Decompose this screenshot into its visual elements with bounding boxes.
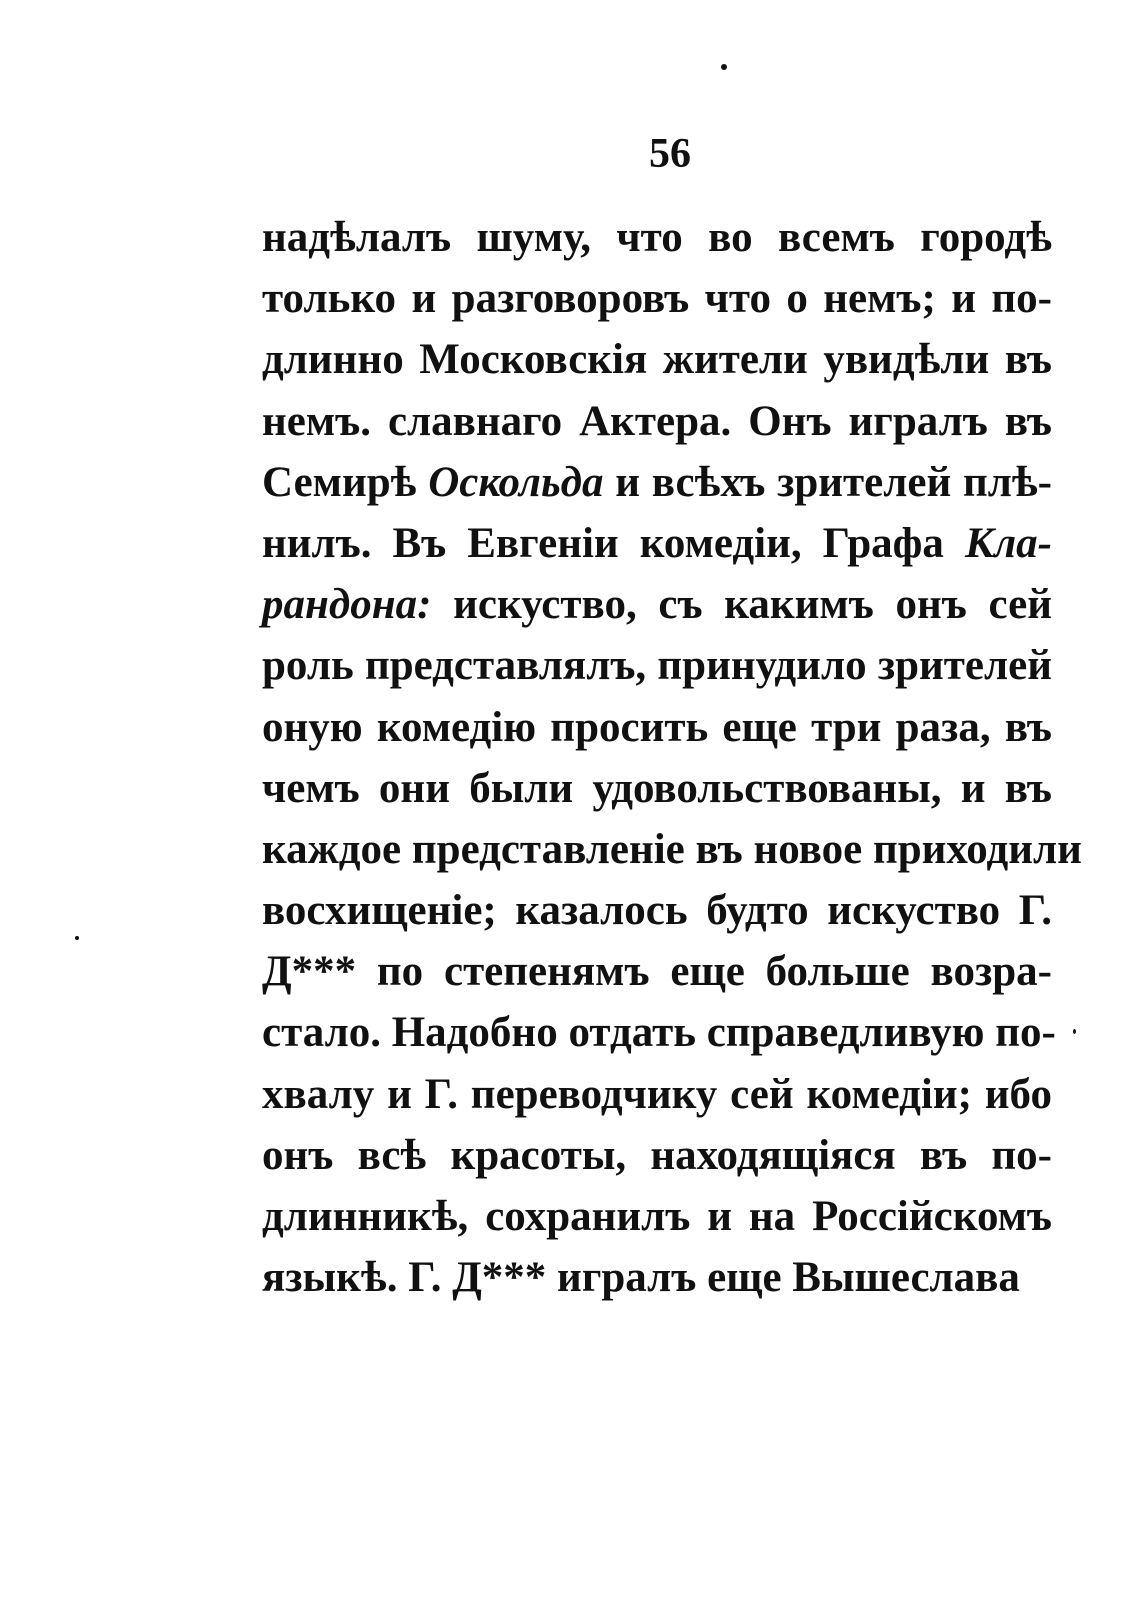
text-line	[262, 329, 1052, 390]
text-run: искуство, съ какимъ онъ сей	[431, 581, 1052, 629]
text-line	[262, 207, 1052, 268]
italic-text: Кла-	[964, 519, 1052, 567]
body-text	[262, 207, 1082, 1308]
text-line	[262, 635, 1052, 696]
text-line	[262, 1002, 1056, 1063]
italic-text: Оскольда	[428, 458, 604, 506]
text-run: хвалу и Г. переводчику сей комедіи; ибо	[262, 1070, 1052, 1118]
text-line	[262, 880, 1052, 941]
text-run: стало. Надобно отдать справедливую по-	[262, 1009, 1056, 1057]
text-line	[262, 1247, 1052, 1308]
text-line	[262, 513, 1052, 574]
italic-text: рандона:	[262, 581, 432, 629]
text-run: Д*** по степенямъ еще больше возра-	[262, 948, 1052, 996]
ink-speck	[1073, 1029, 1076, 1034]
text-run: роль представлялъ, принудило зрителей	[262, 642, 1052, 690]
text-run: чемъ они были удовольствованы, и въ	[262, 764, 1052, 812]
text-run: нилъ. Въ Евгеніи комедіи, Графа	[262, 519, 965, 567]
text-line	[262, 1186, 1052, 1247]
text-line	[262, 697, 1052, 758]
text-run: и всѣхъ зрителей плѣ-	[603, 458, 1053, 506]
text-line	[262, 819, 1082, 880]
text-line	[262, 758, 1052, 819]
text-run: длинно Московскія жители увидѣли въ	[262, 336, 1052, 384]
text-line	[262, 391, 1052, 452]
text-line	[262, 1064, 1052, 1125]
text-run: Семирѣ	[262, 458, 429, 506]
text-run: длинникѣ, сохранилъ и на Россійскомъ	[262, 1193, 1052, 1240]
page-number: 56	[649, 131, 691, 177]
text-run: только и разговоровъ что о немъ; и по-	[262, 275, 1052, 323]
text-run: немъ. славнаго Актера. Онъ игралъ въ	[262, 397, 1052, 445]
text-line	[262, 452, 1052, 513]
text-line	[262, 1125, 1052, 1186]
text-line	[262, 268, 1052, 329]
text-run: оную комедію просить еще три раза, въ	[262, 703, 1052, 751]
text-run: онъ всѣ красоты, находящіяся въ по-	[262, 1131, 1052, 1179]
ink-speck	[75, 936, 79, 940]
text-run: надѣлалъ шуму, что во всемъ городѣ	[262, 214, 1052, 261]
text-run: языкѣ. Г. Д*** игралъ еще Вышеслава	[262, 1254, 1020, 1302]
ink-speck	[721, 64, 727, 70]
text-line	[262, 574, 1052, 635]
text-run: восхищеніе; казалось будто искуство Г.	[262, 887, 1052, 935]
text-run: каждое представленіе въ новое приходили	[262, 825, 1082, 873]
text-line	[262, 941, 1052, 1002]
